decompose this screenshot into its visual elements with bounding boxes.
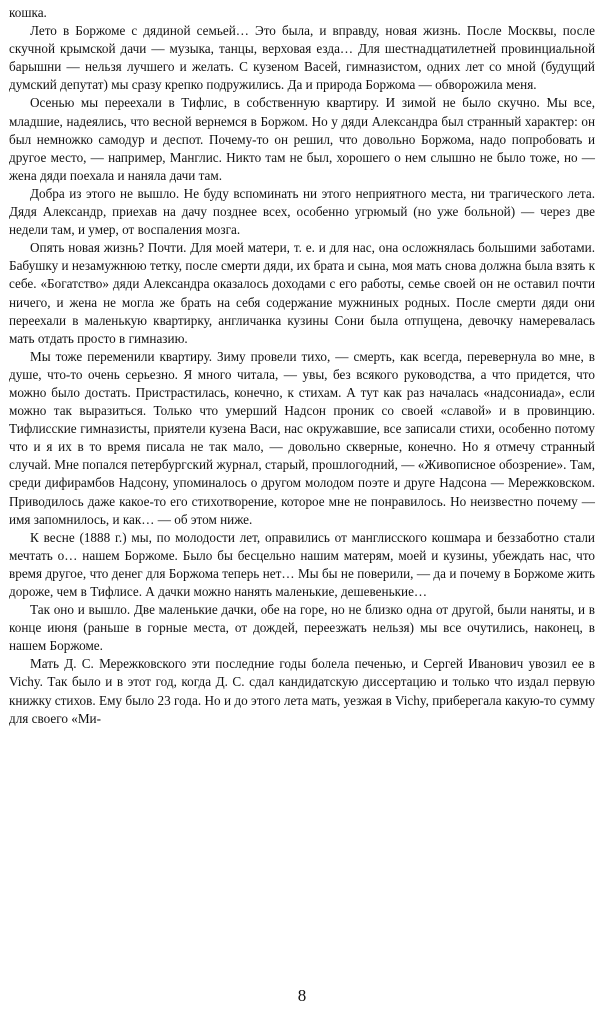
- paragraph: Опять новая жизнь? Почти. Для моей матери, т. е. и для нас, она осложнялась большими заботами. Бабушку и незамужнюю тетку, после смерти дяди, их брата и сына, моя мать снова должна была взять к себе. «Богатство» дяди Александра оказалось доходами с его работы, семье своей он не оставил почти ничего, и жена не могла же брать на себя содержание мужниных родных. После смерти дяди они переехали в маленькую квартирку, англичанка кузины Сони была отпущена, девочку намеревалась мать отдать просто в гимназию.: [9, 240, 595, 346]
- paragraph: Так оно и вышло. Две маленькие дачки, обе на горе, но не близко одна от другой, были наняты, и в конце июня (раньше в горные места, от дождей, переезжать нельзя) мы все очутились, наконец, в нашем Боржоме.: [9, 602, 595, 654]
- paragraph: Мы тоже переменили квартиру. Зиму провели тихо, — смерть, как всегда, перевернула во мне, в душе, что-то очень серьезно. Я много читала, — увы, без всякого руководства, а что придется, что можно было достать. Пристрастилась, конечно, к стихам. А тут как раз началась «надсониада», если можно так выразиться. Только что умерший Надсон проник со своей «славой» и в провинцию. Тифлисские гимназисты, приятели кузена Васи, нас окружавшие, все записали стихи, особенно потому что и я их в то время писала не так мало, — довольно скверные, конечно. Но я отмечу странный случай. Мне попался петербургский журнал, старый, прошлогодний, — «Живописное обозрение». Там, среди дифирамбов Надсону, упоминалось о другом молодом поэте и друге Надсона — Мережковском. Приводилось даже какое-то его стихотворение, которое мне не понравилось. Но неизвестно почему — имя запомнилось, и как… — об этом ниже.: [9, 348, 595, 527]
- paragraph: Лето в Боржоме с дядиной семьей… Это была, и вправду, новая жизнь. После Москвы, после скучной крымской дачи — музыка, танцы, верховая езда… Для шестнадцатилетней провинциальной барышни — нельзя лучшего и желать. С кузеном Васей, гимназистом, одних лет со мной (будущий думский депутат) мы сразу крепко подружились. Да и природа Боржома — обворожила меня.: [9, 23, 595, 93]
- page-number: 8: [297, 986, 307, 1005]
- paragraph: Добра из этого не вышло. Не буду вспоминать ни этого неприятного места, ни трагического лета. Дядя Александр, приехав на дачу позднее всех, особенно угрюмый (но уже больной) — через две недели там, и умер, от воспаления мозга.: [9, 185, 595, 238]
- paragraph-continuation: кошка.: [9, 5, 47, 20]
- paragraph: К весне (1888 г.) мы, по молодости лет, оправились от манглисского кошмара и беззаботно стали мечтать о… нашем Боржоме. Было бы бесцельно нашим матерям, моей и кузины, убеждать нас, что время другое, что денег для Боржома теперь нет… Мы бы не поверили, — да и почему в Боржоме жить дороже, чем в Тифлисе. А дачки можно нанять маленькие, дешевенькие…: [9, 529, 595, 599]
- paragraph: Мать Д. С. Мережковского эти последние годы болела печенью, и Сергей Иванович увозил ее в Vichy. Так было и в этот год, когда Д. С. сдал кандидатскую диссертацию и только что издал первую книжку стихов. Ему было 23 года. Но и до этого лета мать, уезжая в Vichy, приберегала какую-то сумму для своего «Ми-: [9, 656, 595, 726]
- paragraph: Осенью мы переехали в Тифлис, в собственную квартиру. И зимой не было скучно. Мы все, младшие, надеялись, что весной вернемся в Боржом. Но у дяди Александра был странный характер: он был немножко самодур и деспот. Почему-то он решил, что довольно Боржома, надо попробовать и другое место, — например, Манглис. Никто там не был, хорошего о нем слышно не было тоже, но — жена дяди поехала и наняла дачи там.: [9, 95, 595, 183]
